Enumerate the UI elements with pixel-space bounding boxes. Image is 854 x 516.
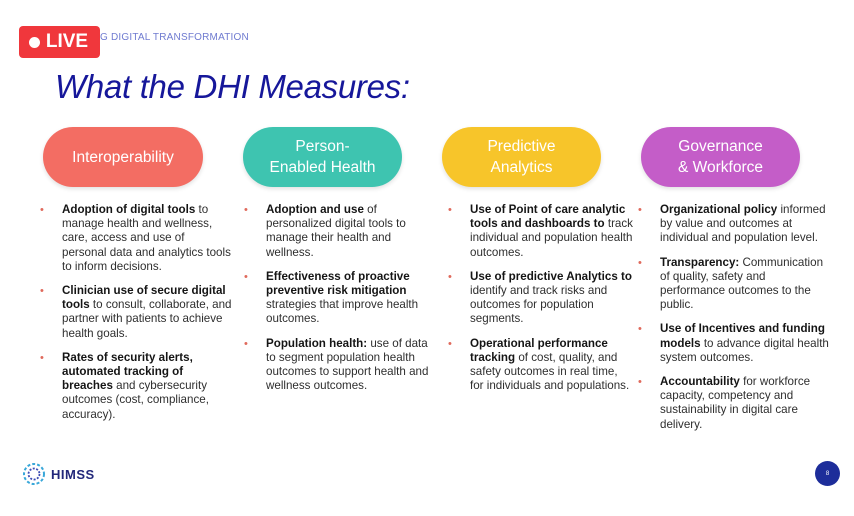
bullet-text: to manage health and wellness, care, access and use of personal data and analytics tools to inform decisions. <box>62 203 231 273</box>
bullet-item <box>244 337 436 394</box>
bullet-text: to advance digital health system outcomes. <box>660 336 829 364</box>
bullet-text: and cybersecurity outcomes (cost, compliance, accuracy). <box>62 379 209 421</box>
bullet-bold-text: Use of Point of care analytic tools and dashboards to <box>470 203 626 231</box>
column-governance-workforce <box>638 203 830 442</box>
column-person-enabled-health <box>244 203 436 403</box>
bullet-bold-text: Adoption of digital tools <box>62 203 196 216</box>
bullet-item <box>448 270 634 327</box>
bullet-item <box>40 351 232 422</box>
bullet-text: Communication of quality, safety and performance outcomes to the public. <box>660 255 824 312</box>
column-interoperability <box>40 203 232 432</box>
page-title: What the DHI Measures: <box>55 68 410 105</box>
bullet-text: identify and track risks and outcomes for population segments. <box>470 284 608 326</box>
pill-label: Interoperability <box>72 148 174 166</box>
bullet-item <box>40 284 232 341</box>
bullet-bold-text: Organizational policy <box>660 203 778 216</box>
pill-label: Governance & Workforce <box>678 138 763 176</box>
bullet-text: track individual and population health outcomes. <box>470 217 633 259</box>
header-subtitle: G DIGITAL TRANSFORMATION <box>100 32 249 43</box>
bullet-text: for workforce capacity, competency and sustainability in digital care delivery. <box>660 375 811 431</box>
pill-person-enabled-health <box>243 127 402 187</box>
himss-logo-text: HIMSS <box>51 466 95 482</box>
bullet-bold-text: Rates of security alerts, automated tracking of breaches <box>62 350 193 393</box>
bullet-bold-text: Clinician use of secure digital tools <box>62 284 226 312</box>
pill-label: Predictive Analytics <box>487 138 556 176</box>
bullet-text: of personalized digital tools to manage their health and wellness. <box>266 203 406 259</box>
bullet-item <box>448 337 634 394</box>
bullet-bold-text: Use of Incentives and funding models <box>660 322 825 350</box>
bullet-item <box>448 203 634 260</box>
bullet-item <box>638 375 830 432</box>
bullet-item <box>638 322 830 365</box>
bullet-text: use of data to segment population health outcomes to support health and wellness outcomes. <box>266 336 429 393</box>
himss-ring-icon <box>22 462 46 486</box>
bullet-item <box>244 270 436 327</box>
bullet-bold-text: Effectiveness of proactive preventive risk mitigation <box>266 269 410 298</box>
live-label: LIVE <box>45 31 89 52</box>
bullet-bold-text: Adoption and use <box>266 203 364 216</box>
pill-predictive-analytics <box>442 127 601 187</box>
pill-label: Person- Enabled Health <box>269 138 376 176</box>
himss-logo <box>22 462 95 486</box>
bullet-text: to consult, collaborate, and partner with patients to achieve health goals. <box>62 298 232 340</box>
bullet-text: informed by value and outcomes at individual and population level. <box>660 203 826 245</box>
bullet-item <box>638 256 830 313</box>
pill-interoperability <box>43 127 203 187</box>
bullet-bold-text: Use of predictive Analytics to <box>470 269 632 283</box>
bullet-bold-text: Operational performance tracking <box>470 336 608 364</box>
live-dot-icon <box>29 37 40 48</box>
bullet-bold-text: Transparency: <box>660 255 740 269</box>
bullet-text: of cost, quality, and safety outcomes in real time, for individuals and populations. <box>470 350 630 393</box>
bullet-bold-text: Population health: <box>266 336 368 350</box>
bullet-item <box>40 203 232 274</box>
bullet-text: strategies that improve health outcomes. <box>266 298 419 326</box>
bullet-item <box>244 203 436 260</box>
page-number-badge: 8 <box>815 461 840 486</box>
bullet-item <box>638 203 830 246</box>
pill-governance-workforce <box>641 127 800 187</box>
live-badge <box>19 26 100 58</box>
column-predictive-analytics <box>448 203 634 403</box>
bullet-bold-text: Accountability <box>660 375 740 389</box>
